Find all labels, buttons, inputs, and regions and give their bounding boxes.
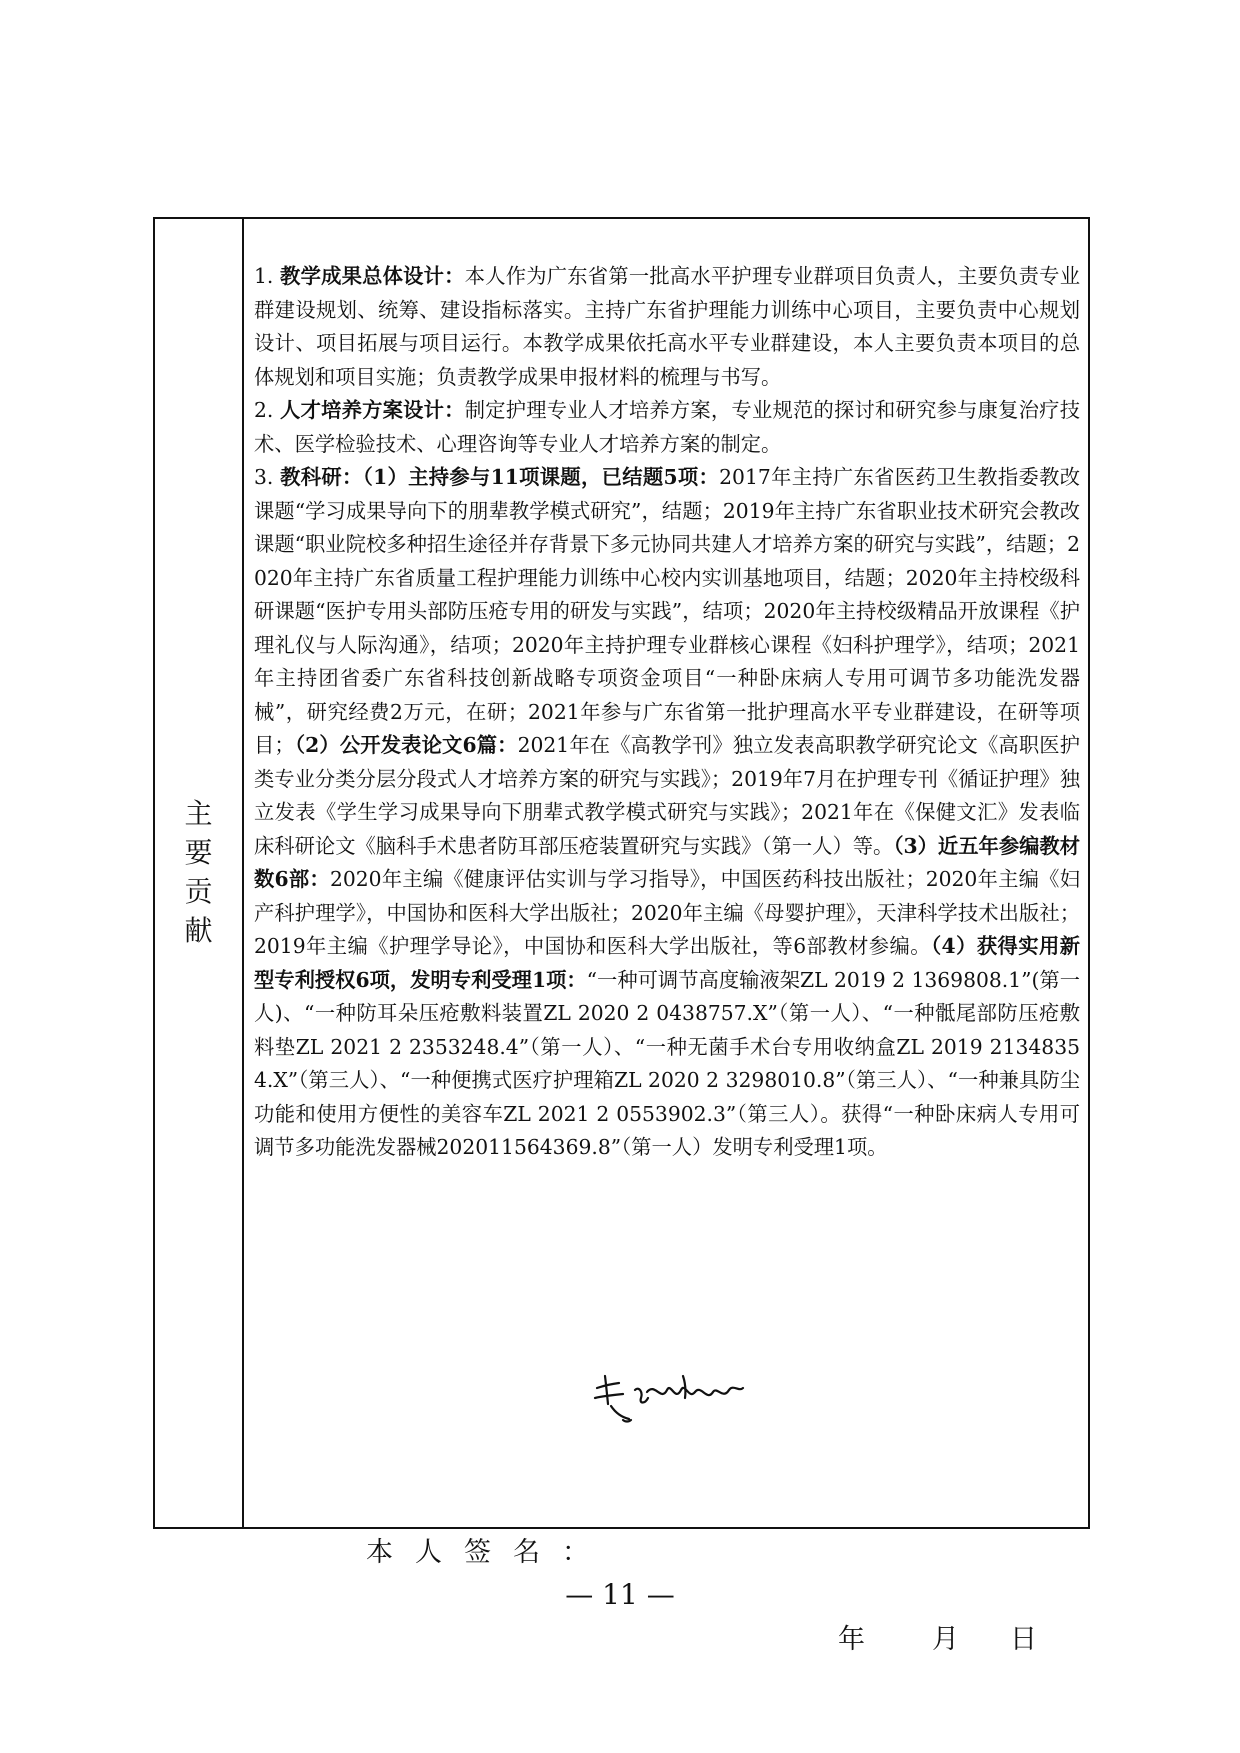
handwritten-signature [585,1362,753,1428]
paragraph-title: 教学成果总体设计： [280,264,465,288]
paragraph-subtitle: （4）获得实用新型专利授权6项，发明专利受理1项： [254,934,1081,992]
contribution-text [254,260,1080,1165]
paragraph-title: 人才培养方案设计： [280,398,465,422]
paragraph-body: 2017年主持广东省医药卫生教指委教改课题“学习成果导向下的朋辈教学模式研究”，结题；2019年主持广东省职业技术研究会教改课题“职业院校多种招生途径并存背景下多元协同共建人才培养方案的研究与实践”，结题；2020年主持广东省质量工程护理能力训练中心校内实训基地项目，结题；2020年主持校级科研课题“医护专用头部防压疮专用的研发与实践”，结项；2020年主持校级精品开放课程《护理礼仪与人际沟通》，结项；2020年主持护理专业群核心课程《妇科护理学》，结项；2021年主持团省委广东省科技创新战略专项资金项目“一种卧床病人专用可调节多功能洗发器械”，研究经费2万元，在研；2021年参与广东省第一批护理高水平专业群建设，在研等项目； [254,465,1080,757]
paragraph-body: 制定护理专业人才培养方案，专业规范的探讨和研究参与康复治疗技术、医学检验技术、心理咨询等专业人才培养方案的制定。 [254,398,1080,456]
label-column [155,219,244,1527]
paragraph-number: 3. [254,465,281,489]
paragraph-1 [254,260,1080,394]
row-label [155,794,242,950]
page-number: — 11 — [565,1578,675,1611]
date-month: 月 [932,1624,959,1655]
label-char: 要 [184,836,213,869]
paragraph-number: 1. [254,264,281,288]
paragraph-body: 2021年在《高教学刊》独立发表高职教学研究论文《高职医护类专业分类分层分段式人才培养方案的研究与实践》；2019年7月在护理专刊《循证护理》独立发表《学生学习成果导向下朋辈式教学模式研究与实践》；2021年在《保健文汇》发表临床科研论文《脑科手术患者防耳部压疮装置研究与实践》（第一人）等。 [254,733,1080,858]
paragraph-body: 本人作为广东省第一批高水平护理专业群项目负责人，主要负责专业群建设规划、统筹、建设指标落实。主持广东省护理能力训练中心项目，主要负责中心规划设计、项目拓展与项目运行。本教学成果依托高水平专业群建设，本人主要负责本项目的总体规划和项目实施；负责教学成果申报材料的梳理与书写。 [254,264,1080,389]
paragraph-body: 2020年主编《健康评估实训与学习指导》，中国医药科技出版社；2020年主编《妇产科护理学》，中国协和医科大学出版社；2020年主编《母婴护理》，天津科学技术出版社；2019年主编《护理学导论》，中国协和医科大学出版社，等6部教材参编。 [254,867,1080,958]
paragraph-2 [254,394,1080,461]
paragraph-title: 教科研：（1）主持参与11项课题，已结题5项： [280,465,720,489]
date-day: 日 [1010,1624,1037,1655]
label-char: 献 [184,914,213,947]
contribution-table [153,217,1090,1529]
signature-label: 本人签名： [366,1537,611,1568]
paragraph-body: “一种可调节高度输液架ZL 2019 2 1369808.1”(第一人)、“一种防耳朵压疮敷料装置ZL 2020 2 0438757.X”（第一人）、“一种骶尾部防压疮敷料垫ZL 2021 2 2353248.4”（第一人）、“一种无菌手术台专用收纳盒ZL 2019 21348354.X”（第三人）、“一种便携式医疗护理箱ZL 2020 2 3298010.8”（第三人）、“一种兼具防尘功能和使用方便性的美容车ZL 2021 2 0553902.3”（第三人）。获得“一种卧床病人专用可调节多功能洗发器械202011564369.8”（第一人）发明专利受理1项。 [254,967,1080,1159]
date-year: 年 [838,1624,865,1655]
paragraph-subtitle: （2）公开发表论文6篇： [294,733,518,757]
content-column [244,219,1088,1527]
paragraph-subtitle: （3）近五年参编教材数6部： [254,833,1080,891]
label-char: 主 [184,797,213,830]
paragraph-3 [254,461,1080,1165]
paragraph-number: 2. [254,398,281,422]
label-char: 贡 [184,875,213,908]
